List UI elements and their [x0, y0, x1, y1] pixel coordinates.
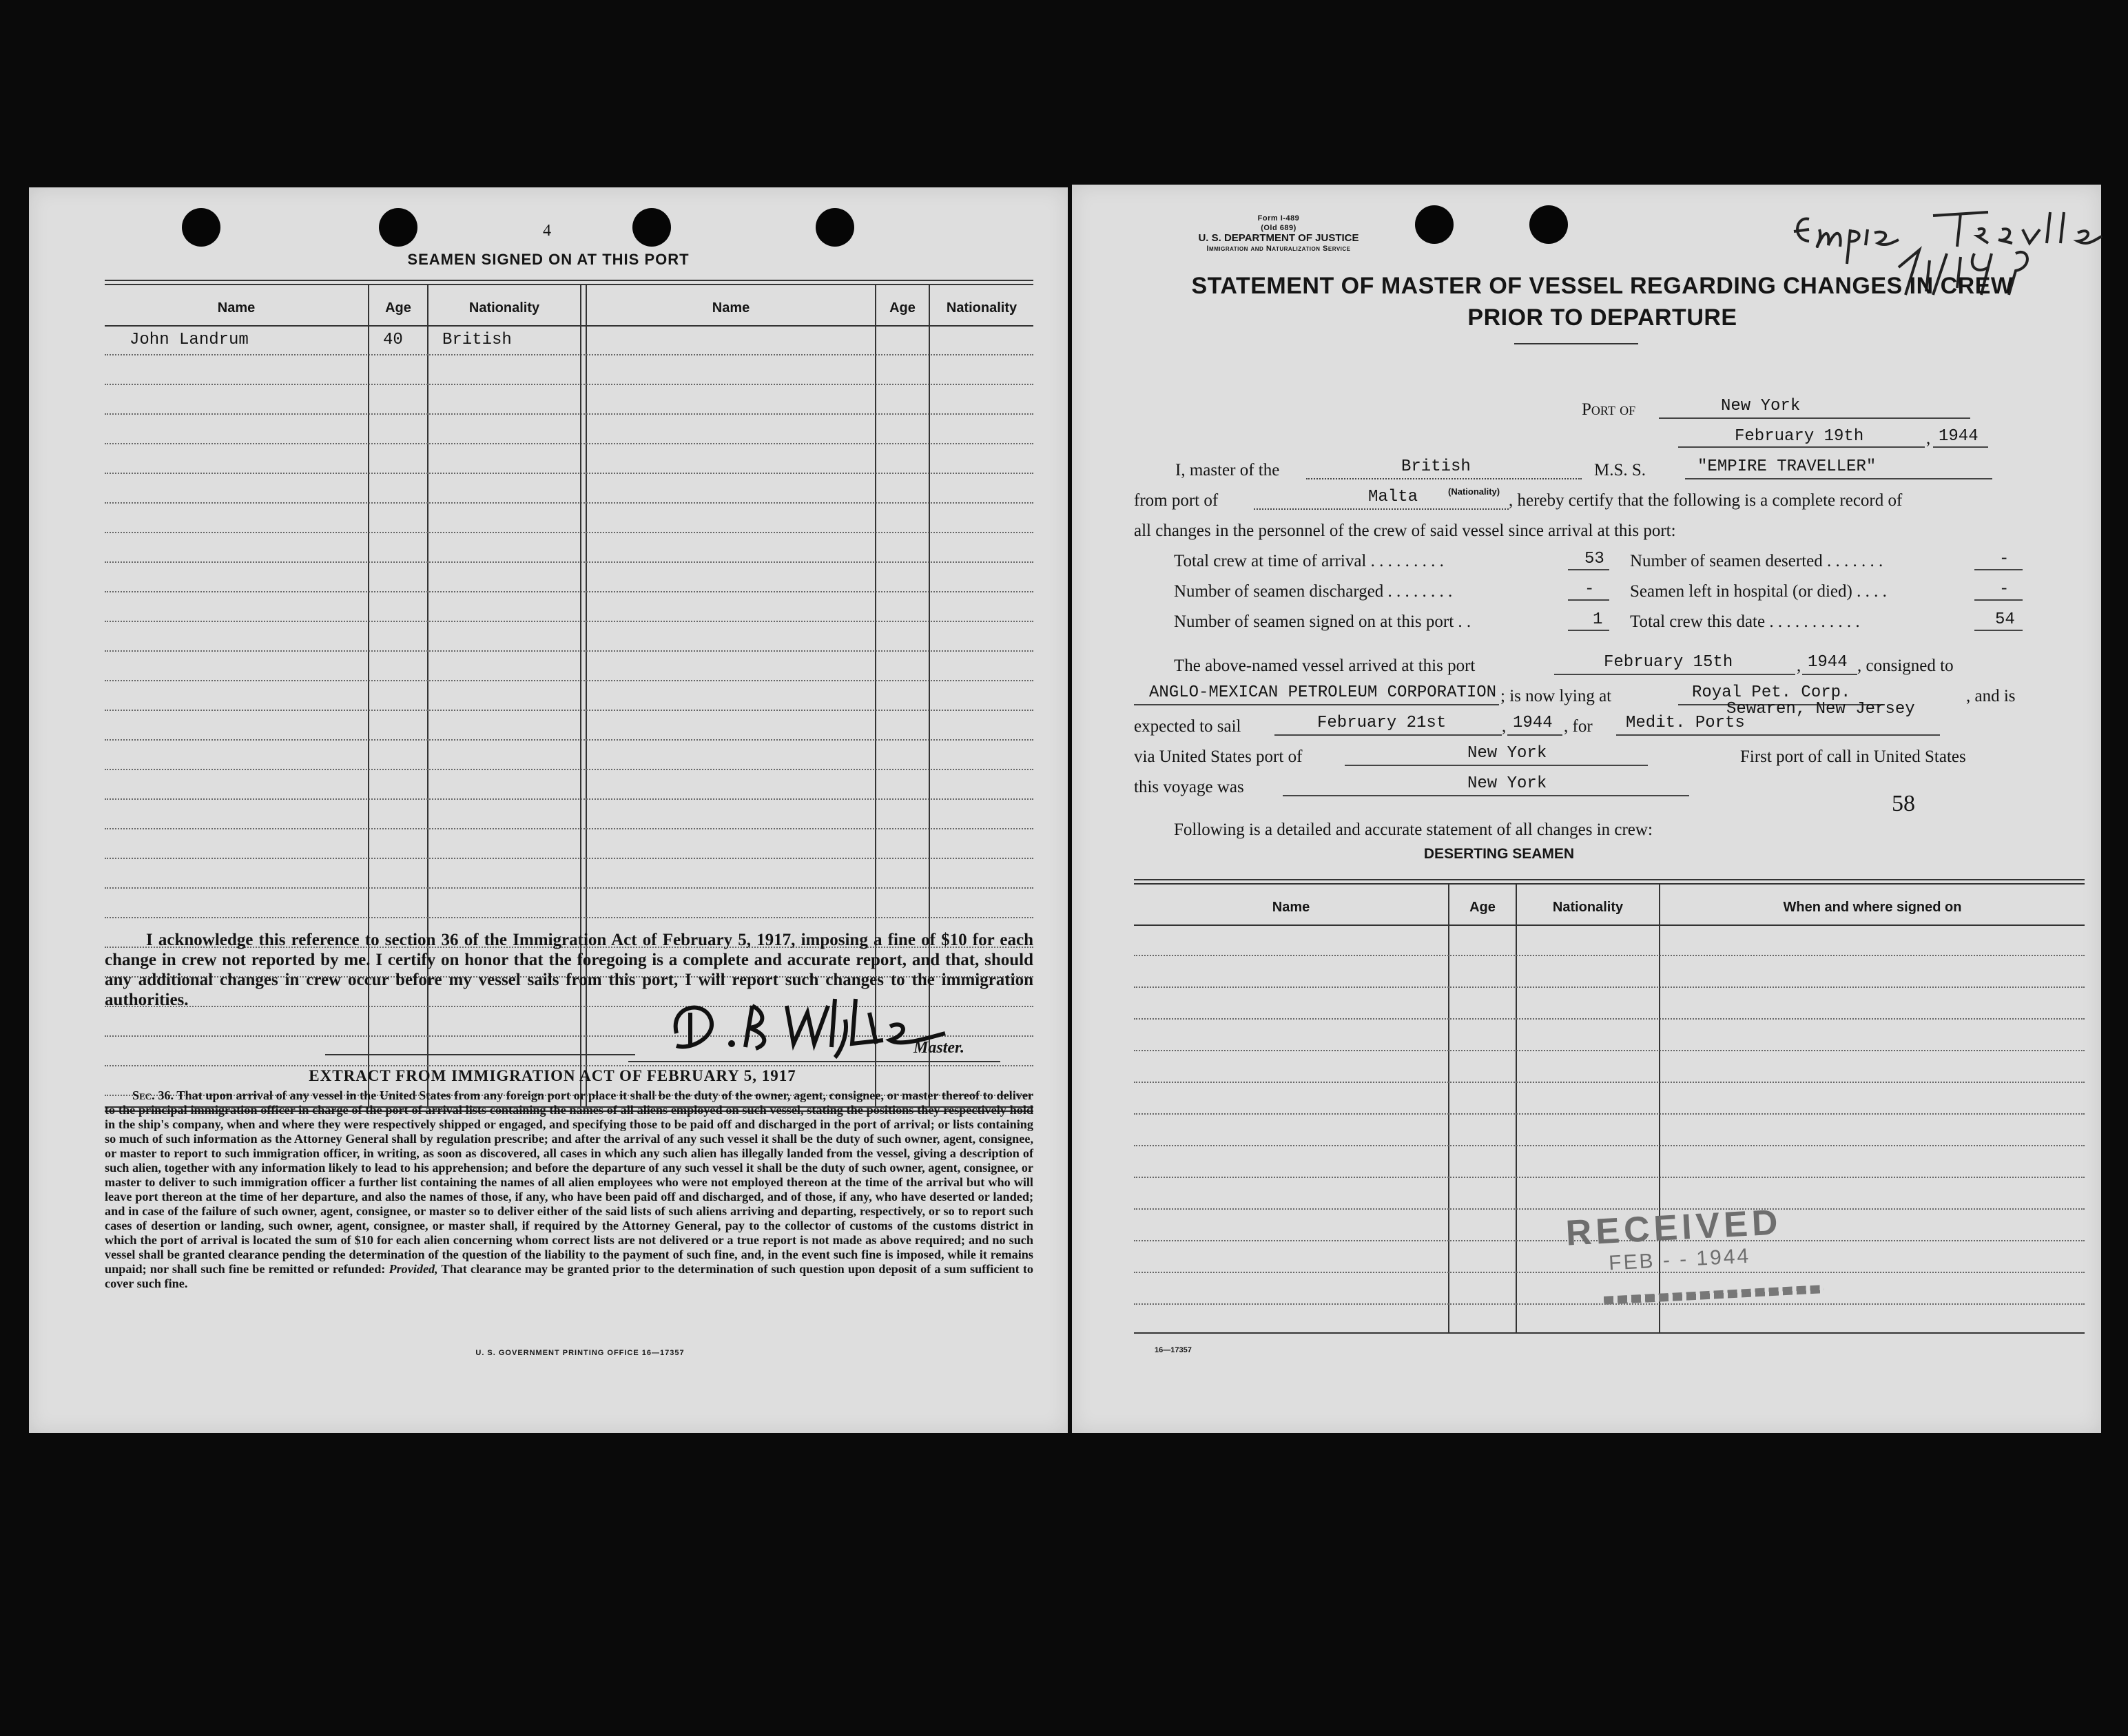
- extract-section-label: Sec. 36.: [132, 1088, 174, 1102]
- table-row-line: [1134, 1050, 2085, 1051]
- stat-label-total-crew: Total crew this date . . . . . . . . . . .: [1630, 612, 1860, 631]
- stamp-received-text: RECEIVED: [1564, 1202, 1783, 1254]
- and-is-label: , and is: [1966, 687, 2016, 705]
- left-page: [29, 187, 1068, 1433]
- department-name: U. S. DEPARTMENT OF JUSTICE: [1198, 232, 1359, 244]
- stat-value-discharged: -: [1584, 580, 1595, 599]
- all-changes-text: all changes in the personnel of the crew of said vessel since arrival at this port:: [1134, 521, 1676, 540]
- certify-text: , hereby certify that the following is a complete record of: [1509, 491, 1903, 510]
- sail-year: 1944: [1513, 714, 1553, 732]
- form-footer-code: 16—17357: [1155, 1346, 1192, 1354]
- punch-hole: [632, 208, 671, 247]
- stat-label-hospital: Seamen left in hospital (or died) . . . .: [1630, 582, 1887, 601]
- column-header-age-2: Age: [889, 300, 916, 316]
- table-row-line: [105, 680, 1033, 681]
- nationality-value: British: [1401, 457, 1471, 476]
- following-text: Following is a detailed and accurate statement of all changes in crew:: [1174, 820, 1653, 839]
- form-number: Form I-489: [1257, 214, 1300, 223]
- form-old-number: (Old 689): [1261, 224, 1297, 232]
- service-name: Immigration and Naturalization Service: [1206, 245, 1351, 253]
- arrived-value: February 15th: [1604, 653, 1733, 672]
- title-divider: [1514, 343, 1638, 344]
- column-header-name: Name: [1272, 900, 1310, 915]
- from-port-label: from port of: [1134, 491, 1219, 510]
- page-number: 58: [1892, 791, 1915, 816]
- lying-label: ; is now lying at: [1500, 687, 1612, 705]
- table-row-line: [105, 443, 1033, 444]
- voyage-value: New York: [1467, 774, 1547, 793]
- table-row-line: [105, 887, 1033, 889]
- column-header-nationality-2: Nationality: [946, 300, 1017, 316]
- seaman-nationality: British: [442, 331, 512, 349]
- acknowledgment-text: I acknowledge this reference to section 36 of the Immigration Act of February 5, 1917, imposing a fine of $10 for each change in crew not reported by me. I certify on honor that the foregoing is a complete and accurate report, and that, should any additional changes in crew occur before my vessel sails from this port, I will report such changes to the immigration authorities.: [105, 931, 1033, 1009]
- table-row-line: [105, 798, 1033, 800]
- punch-hole: [182, 208, 220, 247]
- table-row-line: [1134, 955, 2085, 956]
- table-row-line: [105, 917, 1033, 918]
- sail-value: February 21st: [1317, 714, 1447, 732]
- received-stamp: [1564, 1196, 1901, 1344]
- table-row-line: [1134, 1177, 2085, 1178]
- table-row-line: [105, 413, 1033, 415]
- table-row-line: [105, 621, 1033, 622]
- table-row-line: [1134, 1082, 2085, 1083]
- table-row-line: [105, 739, 1033, 741]
- table-row-line: [105, 858, 1033, 859]
- punch-hole: [1529, 205, 1568, 244]
- column-header-nationality: Nationality: [1552, 900, 1624, 915]
- stat-value-total-crew: 54: [1995, 610, 2015, 629]
- stat-value-total-arrival: 53: [1584, 550, 1604, 568]
- signature-line: [628, 1061, 1000, 1062]
- extract-body: That upon arrival of any vessel in the United States from any foreign port or place it shall be the duty of the owner, agent, consignee, or master thereof to deliver to the principal immigration officer in charge of the port of arrival lists containing the names of all aliens employed on such vessel, stating the positions they respectively hold in the ship's company, when and where they were respectively shipped or engaged, and specifying those to be paid off and discharged in the port of arrival; or lists containing so much of such information as the Attorney General shall by regulation prescribe; and after the arrival of any such vessel it shall be the duty of such owner, agent, consignee, or master to report to such immigration officer, in writing, as soon as discovered, all cases in which any such alien has illegally landed from the vessel, giving a description of such alien, together with any information likely to lead to his apprehension; and before the departure of any such vessel it shall be the duty of such owner, agent, consignee, or master to deliver to such immigration officer a further list containing the names of all alien employees who were not employed thereon at the time of the arrival but who will leave port thereon at the time of her departure, and also the names of those, if any, who have been paid off and discharged, and of those, if any, who have deserted or landed; and in case of the failure of such owner, agent, consignee, or master so to deliver either of the said lists of such aliens arriving and departing, respectively, or so to report such cases of desertion or landing, such owner, agent, consignee, or master shall, if required by the Attorney General, pay to the collector of customs of the customs district in which the port of arrival is located the sum of $10 for each alien concerning whom correct lists are not delivered or a true report is not made as above required; and no such vessel shall be granted clearance pending the determination of the question of the liability to the payment of such fine, and, in the event such fine is imposed, while it remains unpaid; nor shall such fine be remitted or refunded:: [105, 1088, 1033, 1276]
- destination-value: Medit. Ports: [1626, 714, 1745, 732]
- table-row-line: [105, 502, 1033, 504]
- table-row-line: [105, 591, 1033, 592]
- form-title-line-2: PRIOR TO DEPARTURE: [1467, 304, 1737, 331]
- column-header-name-2: Name: [712, 300, 750, 316]
- seaman-age: 40: [383, 331, 403, 349]
- extract-heading: EXTRACT FROM IMMIGRATION ACT OF FEBRUARY 5, 1917: [309, 1067, 796, 1084]
- table-row-line: [1134, 986, 2085, 988]
- stamp-date: FEB - - 1944: [1608, 1244, 1751, 1275]
- via-label: via United States port of: [1134, 747, 1303, 766]
- date-value: February 19th: [1735, 427, 1864, 446]
- extract-text: [105, 1088, 1033, 1291]
- page-number: 4: [543, 222, 551, 240]
- master-label: Master.: [913, 1039, 965, 1057]
- table-row-line: [1134, 1113, 2085, 1115]
- section-heading: SEAMEN SIGNED ON AT THIS PORT: [407, 251, 690, 268]
- date-year: 1944: [1939, 427, 1979, 446]
- column-header-when-where: When and where signed on: [1783, 900, 1962, 915]
- consignee-value: ANGLO-MEXICAN PETROLEUM CORPORATION: [1149, 683, 1497, 702]
- stat-label-discharged: Number of seamen discharged . . . . . . . .: [1174, 582, 1453, 601]
- form-title: [1113, 270, 2091, 333]
- punch-hole: [816, 208, 854, 247]
- port-label: Port of: [1582, 400, 1636, 419]
- voyage-label: this voyage was: [1134, 778, 1244, 796]
- seaman-name: John Landrum: [130, 331, 249, 349]
- via-value: New York: [1467, 744, 1547, 763]
- table-row-line: [105, 828, 1033, 829]
- extract-proviso: Provided,: [389, 1262, 438, 1276]
- table-row-line: [105, 561, 1033, 563]
- form-title-line-1: STATEMENT OF MASTER OF VESSEL REGARDING CHANGES IN CREW: [1191, 273, 2014, 299]
- column-header-name: Name: [217, 300, 256, 316]
- arrived-label: The above-named vessel arrived at this port: [1174, 657, 1476, 675]
- expected-label: expected to sail: [1134, 717, 1241, 736]
- table-row-line: [105, 769, 1033, 770]
- table-row-line: [105, 710, 1033, 711]
- table-row-line: [1134, 1018, 2085, 1020]
- stat-value-hospital: -: [1999, 580, 2010, 599]
- deserting-seamen-heading: DESERTING SEAMEN: [1423, 846, 1575, 862]
- table-row-line: [1134, 1208, 2085, 1210]
- punch-hole: [379, 208, 417, 247]
- column-header-age: Age: [385, 300, 411, 316]
- vessel-name: "EMPIRE TRAVELLER": [1697, 457, 1877, 476]
- nationality-caption: (Nationality): [1448, 486, 1500, 497]
- table-row-line: [1134, 1145, 2085, 1146]
- port-value: New York: [1721, 397, 1801, 415]
- column-header-age: Age: [1469, 900, 1496, 915]
- printing-office-line: U. S. GOVERNMENT PRINTING OFFICE 16—17357: [475, 1349, 685, 1357]
- column-header-nationality: Nationality: [468, 300, 540, 316]
- divider: [325, 1054, 635, 1055]
- extract-tail: That clearance may be granted prior to the determination of such question upon deposit of a sum sufficient to cover such fine.: [105, 1262, 1033, 1290]
- stat-value-signed-on: 1: [1593, 610, 1603, 629]
- master-of-label: I, master of the: [1175, 461, 1280, 479]
- right-page: Form I-489 (Old 689) U. S. DEPARTMENT OF JUSTICE Immigration and Naturalization Service STATEMENT OF MASTER OF VESSEL REGARDING CHANGES IN CREW PRIOR TO DEPARTURE Port of New York February 19th , 1944 I, master of the British (Nationality) M.S. S. "EMPIRE TRAVELLER" from port of Malta , hereby certify that the following is a complete record of all changes in the personnel of the crew of said vessel since arrival at this port: Total crew at time of arrival . . . . . . . . . 53 Number of seamen deserted . . . . . . . - Number of seamen discharged . . . . . . . . - Seamen left in hospital (or died) . . . . - Number of seamen signed on at this port . . 1 Total crew this date . . . . . . . . . . . 54 The above-named vessel arrived at this port February 15th , 1944 , consigned to ANGLO-MEXICAN PETROLEUM CORPORATION ; is now lying at Royal Pet. Corp. , and is Sewaren, New Jersey expected to sail February 21st , 1944 , for Medit. Ports via United States port of New York First port of call in United States this voyage was New York 58 Following is a detailed and accurate statement of all changes in crew: DESERTING SEAMEN Name Age Nationality When and where signed on RECEIVED FEB - - 1944 16—17357: [1072, 185, 2101, 1433]
- stat-value-deserted: -: [1999, 550, 2010, 568]
- lying-value: Royal Pet. Corp.: [1692, 683, 1851, 702]
- table-row-line: [105, 384, 1033, 385]
- table-row-line: [105, 354, 1033, 355]
- from-port-value: Malta: [1368, 488, 1418, 506]
- arrived-year: 1944: [1808, 653, 1848, 672]
- form-identifier-block: [1141, 214, 1416, 254]
- table-row-line: [105, 1065, 1033, 1066]
- master-signature: [663, 985, 952, 1061]
- stat-label-total-arrival: Total crew at time of arrival . . . . . . . . .: [1174, 552, 1444, 570]
- table-row-line: [105, 532, 1033, 533]
- consigned-label: , consigned to: [1857, 657, 1954, 675]
- table-row-line: [105, 473, 1033, 474]
- vessel-type: M.S. S.: [1594, 461, 1646, 479]
- table-row-line: [105, 650, 1033, 652]
- for-label: , for: [1564, 717, 1593, 736]
- lying-value-2: Sewaren, New Jersey: [1726, 700, 1915, 719]
- first-port-label: First port of call in United States: [1740, 747, 1966, 766]
- stat-label-deserted: Number of seamen deserted . . . . . . .: [1630, 552, 1883, 570]
- stat-label-signed-on: Number of seamen signed on at this port . .: [1174, 612, 1471, 631]
- punch-hole: [1415, 205, 1454, 244]
